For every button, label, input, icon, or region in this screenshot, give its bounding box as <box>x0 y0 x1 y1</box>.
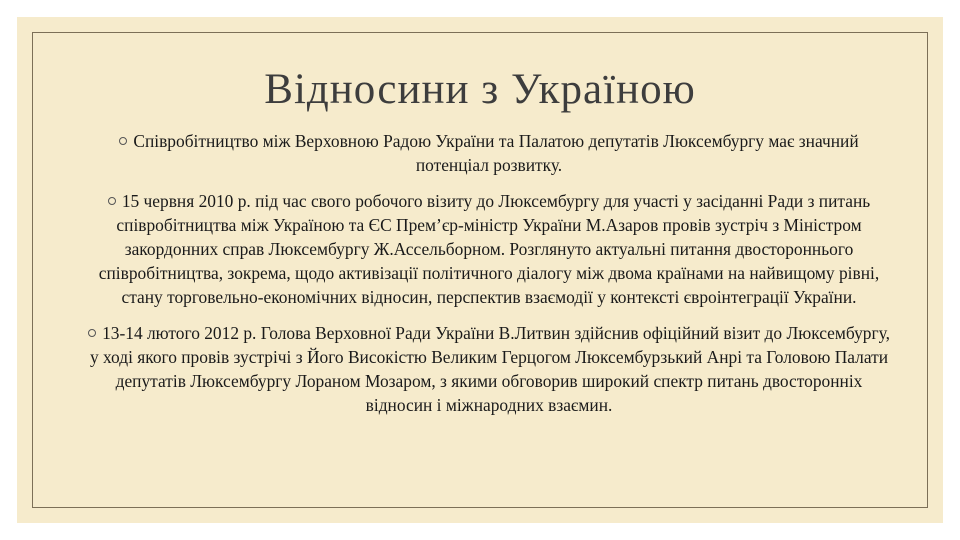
circle-bullet-icon <box>119 137 127 145</box>
bullet-item <box>85 189 893 309</box>
slide <box>17 17 943 523</box>
bullet-text: 15 червня 2010 р. під час свого робочого візиту до Люксембургу для участі у засіданні Ради з питань співробітництва між Україною та ЄС Прем’єр-міністр України М.Азаров провів зустріч з Міністром закордонних справ Люксембургу Ж.Ассельборном. Розглянуто актуальні питання двостороннього співробітництва, зокрема, щодо активізації політичного діалогу між двома країнами на найвищому рівні, стану торговельно-економічних відносин, перспектив взаємодії у контексті євроінтеграції України. <box>98 191 880 307</box>
bullet-text: 13-14 лютого 2012 р. Голова Верховної Ради України В.Литвин здійснив офіційний візит до Люксембургу, у ході якого провів зустрічі з Його Високістю Великим Герцогом Люксембурзький Анрі та Головою Палати депутатів Люксембургу Лораном Мозаром, з якими обговорив широкий спектр питань двосторонніх відносин і міжнародних взаємин. <box>89 323 890 415</box>
bullet-text: Співробітництво між Верховною Радою України та Палатою депутатів Люксембургу має значний потенціал розвитку. <box>133 131 859 175</box>
bullet-list <box>85 129 893 429</box>
bullet-item <box>85 129 893 177</box>
bullet-item <box>85 321 893 417</box>
slide-title: Відносини з Україною <box>264 66 696 113</box>
circle-bullet-icon <box>88 329 96 337</box>
circle-bullet-icon <box>108 197 116 205</box>
